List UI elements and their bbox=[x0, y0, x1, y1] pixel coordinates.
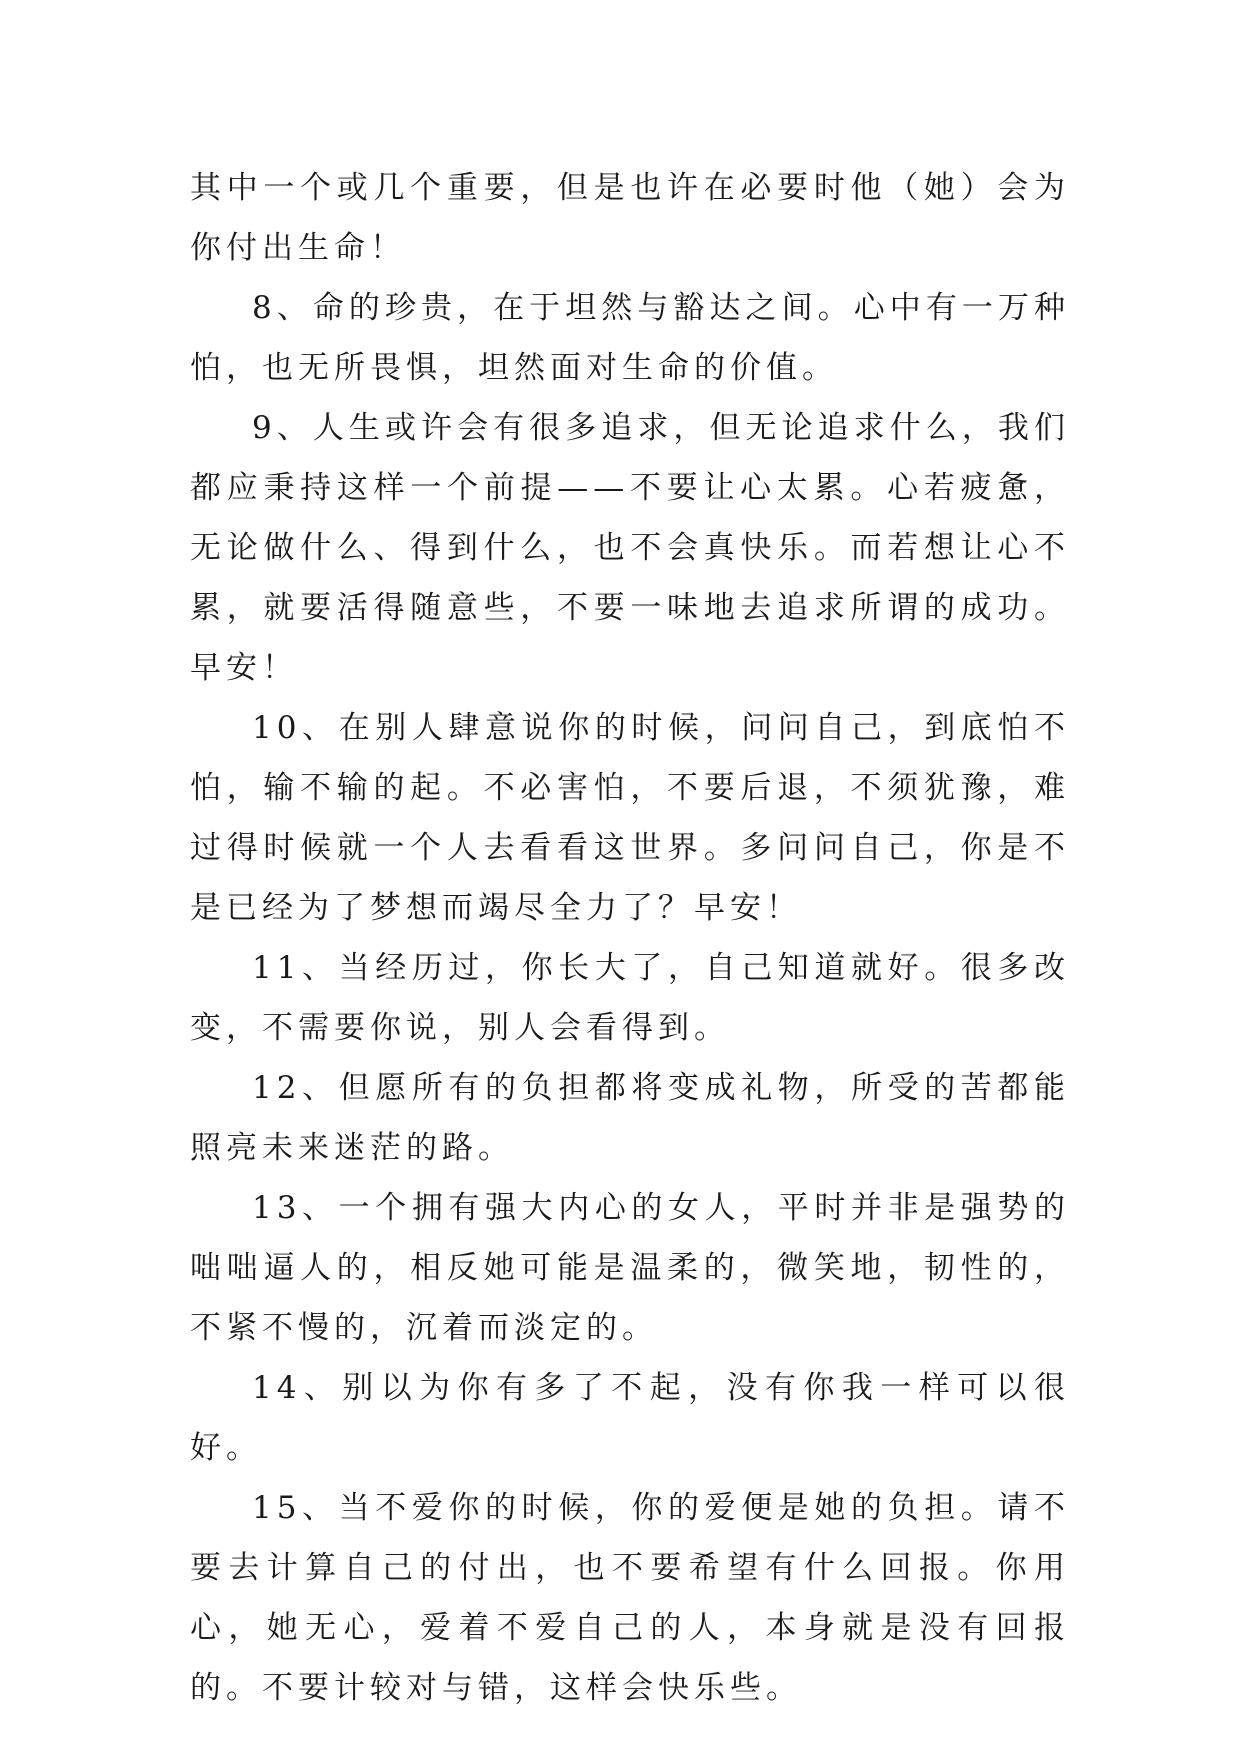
paragraph-8: 8、命的珍贵，在于坦然与豁达之间。心中有一万种怕，也无所畏惧，坦然面对生命的价值。 bbox=[190, 290, 1070, 386]
paragraph-12: 12、但愿所有的负担都将变成礼物，所受的苦都能照亮未来迷茫的路。 bbox=[190, 1070, 1070, 1166]
paragraph-11: 11、当经历过，你长大了，自己知道就好。很多改变，不需要你说，别人会看得到。 bbox=[190, 950, 1070, 1046]
paragraph-13: 13、一个拥有强大内心的女人，平时并非是强势的咄咄逼人的，相反她可能是温柔的，微笑地，韧性的，不紧不慢的，沉着而淡定的。 bbox=[190, 1190, 1070, 1346]
paragraph-14: 14、别以为你有多了不起，没有你我一样可以很好。 bbox=[190, 1370, 1070, 1466]
paragraph-9: 9、人生或许会有很多追求，但无论追求什么，我们都应秉持这样一个前提——不要让心太累。心若疲惫，无论做什么、得到什么，也不会真快乐。而若想让心不累，就要活得随意些，不要一味地去追求所谓的成功。早安！ bbox=[190, 410, 1070, 686]
paragraph-10: 10、在别人肆意说你的时候，问问自己，到底怕不怕，输不输的起。不必害怕，不要后退，不须犹豫，难过得时候就一个人去看看这世界。多问问自己，你是不是已经为了梦想而竭尽全力了？早安！ bbox=[190, 710, 1070, 926]
paragraph-15: 15、当不爱你的时候，你的爱便是她的负担。请不要去计算自己的付出，也不要希望有什么回报。你用心，她无心，爱着不爱自己的人，本身就是没有回报的。不要计较对与错，这样会快乐些。 bbox=[190, 1490, 1070, 1706]
document-body bbox=[190, 158, 1070, 1718]
paragraph-continuation: 其中一个或几个重要，但是也许在必要时他（她）会为你付出生命！ bbox=[190, 170, 1070, 266]
